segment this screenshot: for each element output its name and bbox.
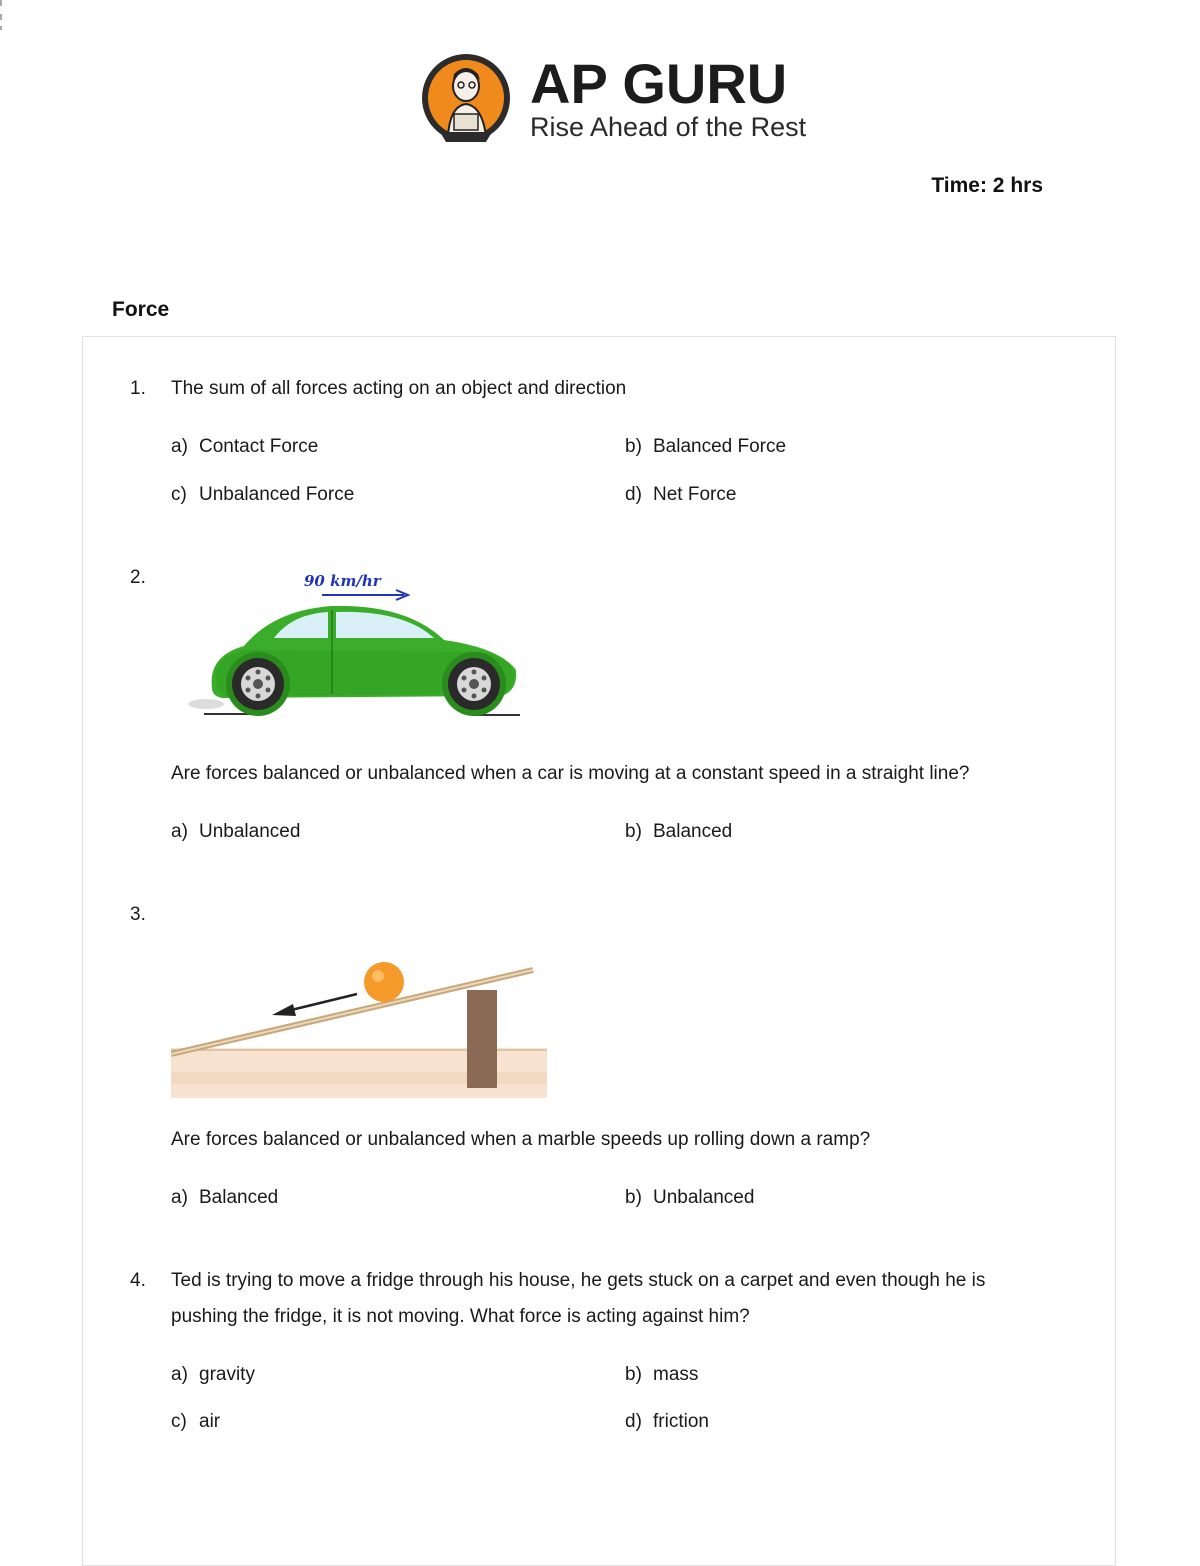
question-2-option-a[interactable]: a) Unbalanced — [171, 821, 301, 842]
logo — [420, 48, 840, 152]
question-2-text: Are forces balanced or unbalanced when a car is moving at a constant speed in a straight line? — [171, 763, 970, 784]
question-4-option-b[interactable]: b) mass — [625, 1364, 699, 1385]
question-4-option-d[interactable]: d) friction — [625, 1411, 709, 1432]
question-4-text-line-1: Ted is trying to move a fridge through his house, he gets stuck on a carpet and even though he is — [171, 1270, 986, 1291]
brand-tagline: Rise Ahead of the Rest — [530, 112, 807, 142]
question-4-option-c[interactable]: c) air — [171, 1411, 221, 1432]
corner-mark — [0, 0, 3, 30]
speed-arrow-icon — [322, 590, 408, 600]
car-icon — [182, 566, 527, 722]
question-2-number: 2. — [130, 567, 146, 588]
question-1-option-b[interactable]: b) Balanced Force — [625, 436, 787, 457]
time-limit: Time: 2 hrs — [931, 174, 1043, 197]
question-1-option-a[interactable]: a) Contact Force — [171, 436, 319, 457]
question-3-text: Are forces balanced or unbalanced when a marble speeds up rolling down a ramp? — [171, 1129, 871, 1150]
question-4-number: 4. — [130, 1270, 146, 1291]
question-3-option-b[interactable]: b) Unbalanced — [625, 1187, 755, 1208]
section-title: Force — [112, 298, 170, 321]
question-1-option-c[interactable]: c) Unbalanced Force — [171, 484, 355, 505]
brand-name: AP GURU — [530, 52, 788, 115]
question-3-number: 3. — [130, 904, 146, 925]
ramp-icon — [171, 958, 547, 1098]
question-4-text-line-2: pushing the fridge, it is not moving. What force is acting against him? — [171, 1306, 750, 1327]
speed-label: 90 km/hr — [304, 572, 381, 590]
logo-mascot-icon — [420, 52, 512, 144]
question-1-option-d[interactable]: d) Net Force — [625, 484, 737, 505]
marble-icon — [364, 962, 404, 1002]
question-1-number: 1. — [130, 378, 146, 399]
question-2-option-b[interactable]: b) Balanced — [625, 821, 733, 842]
question-4-option-a[interactable]: a) gravity — [171, 1364, 255, 1385]
question-1-text: The sum of all forces acting on an object and direction — [171, 378, 627, 399]
question-3-option-a[interactable]: a) Balanced — [171, 1187, 279, 1208]
